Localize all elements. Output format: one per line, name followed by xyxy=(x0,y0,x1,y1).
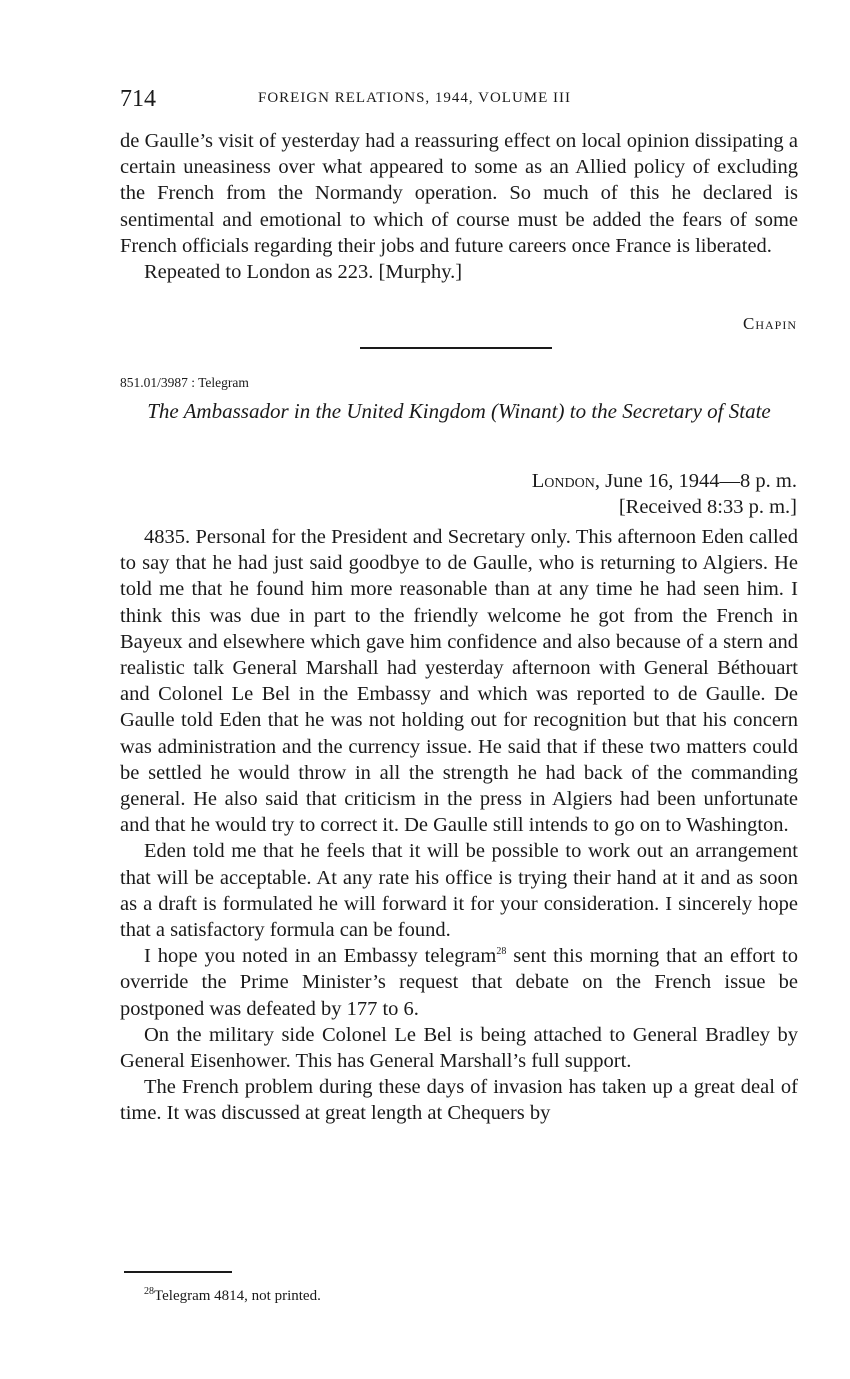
telegram-body xyxy=(120,524,798,1127)
document-title: The Ambassador in the United Kingdom (Winant) to the Secretary of State xyxy=(147,399,771,423)
paragraph-text-start: I hope you noted in an Embassy telegram xyxy=(144,945,497,968)
body-paragraph: 4835. Personal for the President and Secretary only. This afternoon Eden called to say that he had just said goodbye to de Gaulle, who is returning to Algiers. He told me that he found him more reasonable than at any time he had seen him. I think this was due in part to the friendly welcome he got from the French in Bayeux and elsewhere which gave him confidence and also because of a stern and realistic talk General Marshall had yesterday afternoon with General Béthouart and Colonel Le Bel in the Embassy and which was reported to de Gaulle. De Gaulle told Eden that he was not holding out for recognition but that his concern was administration and the currency issue. He said that if these two matters could be settled he would throw in all the strength he had back of the commanding general. He also said that criticism in the press in Algiers had been unfortunate and that he would try to correct it. De Gaulle still intends to go on to Washington. xyxy=(120,526,798,837)
paragraph-text-end: sent this morning that an effort to override the Prime Minister’s request that debate on the French issue be postponed was defeated by 177 to 6. xyxy=(120,945,798,1020)
file-code: 851.01/3987 : Telegram xyxy=(120,375,249,390)
received-time: [Received 8:33 p. m.] xyxy=(618,496,797,519)
dateline xyxy=(532,468,797,494)
repeated-note: Repeated to London as 223. [Murphy.] xyxy=(144,261,463,284)
dateline-block xyxy=(532,468,797,520)
footnote-text: Telegram 4814, not printed. xyxy=(154,1288,321,1304)
body-paragraph: On the military side Colonel Le Bel is being attached to General Bradley by General Eisenhower. This has General Marshall’s full support. xyxy=(120,1023,798,1073)
footnote-marker: 28 xyxy=(144,1286,154,1297)
section-divider xyxy=(360,347,552,349)
body-paragraph-footnoted xyxy=(120,943,798,1022)
page-number: 714 xyxy=(120,86,156,112)
body-paragraph: Eden told me that he feels that it will be possible to work out an arrangement that will be acceptable. At any rate his office is trying their hand at it and as soon as a draft is formulated he will forward it for your consideration. I sincerely hope that a satisfactory formula can be found. xyxy=(120,840,798,942)
signature: Chapin xyxy=(742,314,797,333)
running-head: FOREIGN RELATIONS, 1944, VOLUME III xyxy=(258,90,572,106)
prev-paragraph: de Gaulle’s visit of yesterday had a reassuring effect on local opinion dissipating a certain uneasiness over what appeared to some as an Allied policy of excluding the French from the Normandy operation. So much of this he declared is sentimental and emotional to which of course must be added the fears of some French officials regarding their jobs and future careers once France is liberated. xyxy=(120,130,798,257)
footnote xyxy=(144,1288,321,1305)
body-paragraph: The French problem during these days of invasion has taken up a great deal of time. It was discussed at great length at Chequers by xyxy=(120,1076,798,1125)
footnote-reference: 28 xyxy=(496,946,507,958)
dateline-place: London xyxy=(531,470,595,492)
footnote-divider xyxy=(124,1271,232,1273)
dateline-date: , June 16, 1944—8 p. m. xyxy=(594,470,797,492)
page-header xyxy=(120,86,800,112)
previous-document-text xyxy=(120,128,798,285)
